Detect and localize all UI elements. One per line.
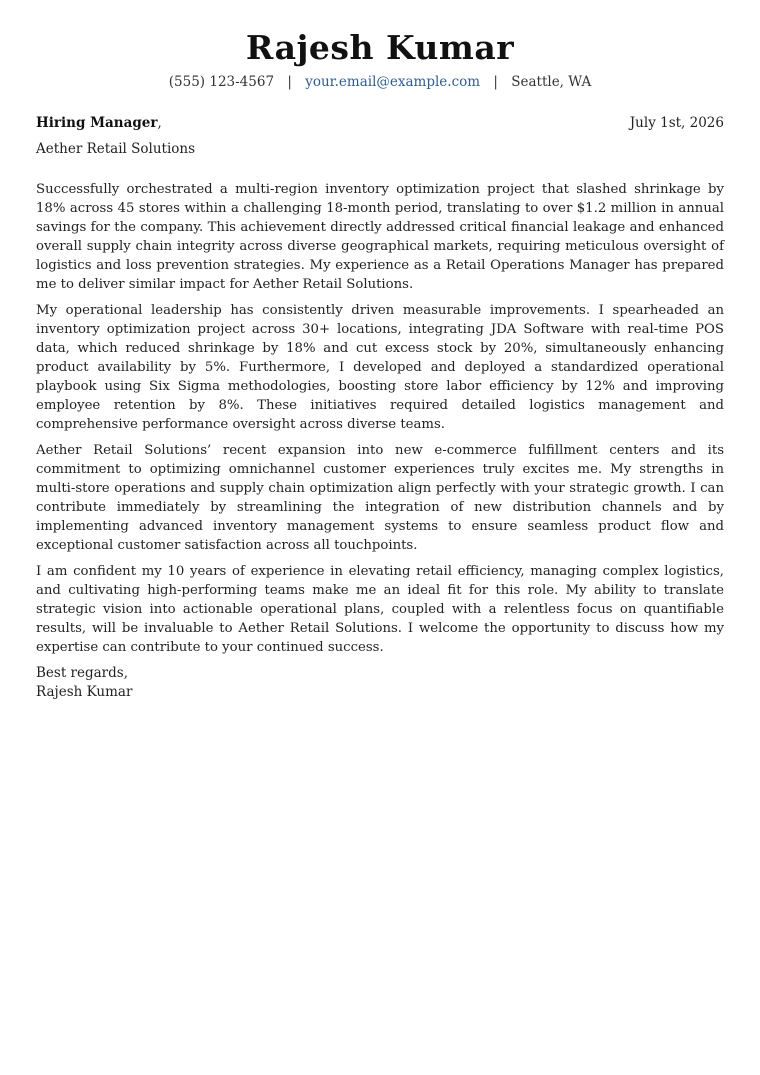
salutation-row (36, 114, 724, 132)
valediction: Best regards, (36, 665, 129, 681)
contact-line (36, 73, 724, 91)
body-paragraph: My operational leadership has consistently driven measurable improvements. I spearheaded an inventory optimization project across 30+ locations, integrating JDA Software with real-time POS data, which reduced shrinkage by 18% and cut excess stock by 20%, simultaneously enhancing product availability by 5%. Furthermore, I developed and deployed a standardized operational playbook using Six Sigma methodologies, boosting store labor efficiency by 12% and improving employee retention by 8%. These initiatives required detailed logistics management and comprehensive performance oversight across diverse teams. (36, 303, 724, 432)
recipient-company: Aether Retail Solutions (36, 141, 196, 157)
body-paragraph: I am confident my 10 years of experience in elevating retail efficiency, managing complex logistics, and cultivating high-performing teams make me an ideal fit for this role. My ability to translate strategic vision into actionable operational plans, coupled with a relentless focus on quantifiable results, will be invaluable to Aether Retail Solutions. I welcome the opportunity to discuss how my expertise can contribute to your continued success. (36, 564, 724, 655)
location: Seattle, WA (511, 74, 592, 90)
letter-body (36, 180, 724, 657)
applicant-name: Rajesh Kumar (245, 28, 515, 67)
contact-separator: | (493, 74, 498, 90)
recipient-line (36, 114, 162, 132)
email-link[interactable]: your.email@example.com (305, 74, 481, 90)
recipient-name: Hiring Manager (36, 115, 158, 131)
phone-number: (555) 123-4567 (168, 74, 275, 90)
signature-name: Rajesh Kumar (36, 684, 133, 700)
letter-closing (36, 664, 724, 702)
letter-date: July 1st, 2026 (629, 115, 724, 131)
body-paragraph: Aether Retail Solutions’ recent expansion into new e-commerce fulfillment centers and its commitment to optimizing omnichannel customer experiences truly excites me. My strengths in multi-store operations and supply chain optimization align perfectly with your strategic growth. I can contribute immediately by streamlining the integration of new distribution channels and by implementing advanced inventory management systems to ensure seamless product flow and exceptional customer satisfaction across all touchpoints. (36, 443, 724, 553)
recipient-comma: , (157, 115, 162, 131)
contact-separator: | (287, 74, 292, 90)
body-paragraph: Successfully orchestrated a multi-region inventory optimization project that slashed shrinkage by 18% across 45 stores within a challenging 18-month period, translating to over $1.2 million in annual savings for the company. This achievement directly addressed critical financial leakage and enhanced overall supply chain integrity across diverse geographical markets, requiring meticulous oversight of logistics and loss prevention strategies. My experience as a Retail Operations Manager has prepared me to deliver similar impact for Aether Retail Solutions. (36, 182, 724, 292)
